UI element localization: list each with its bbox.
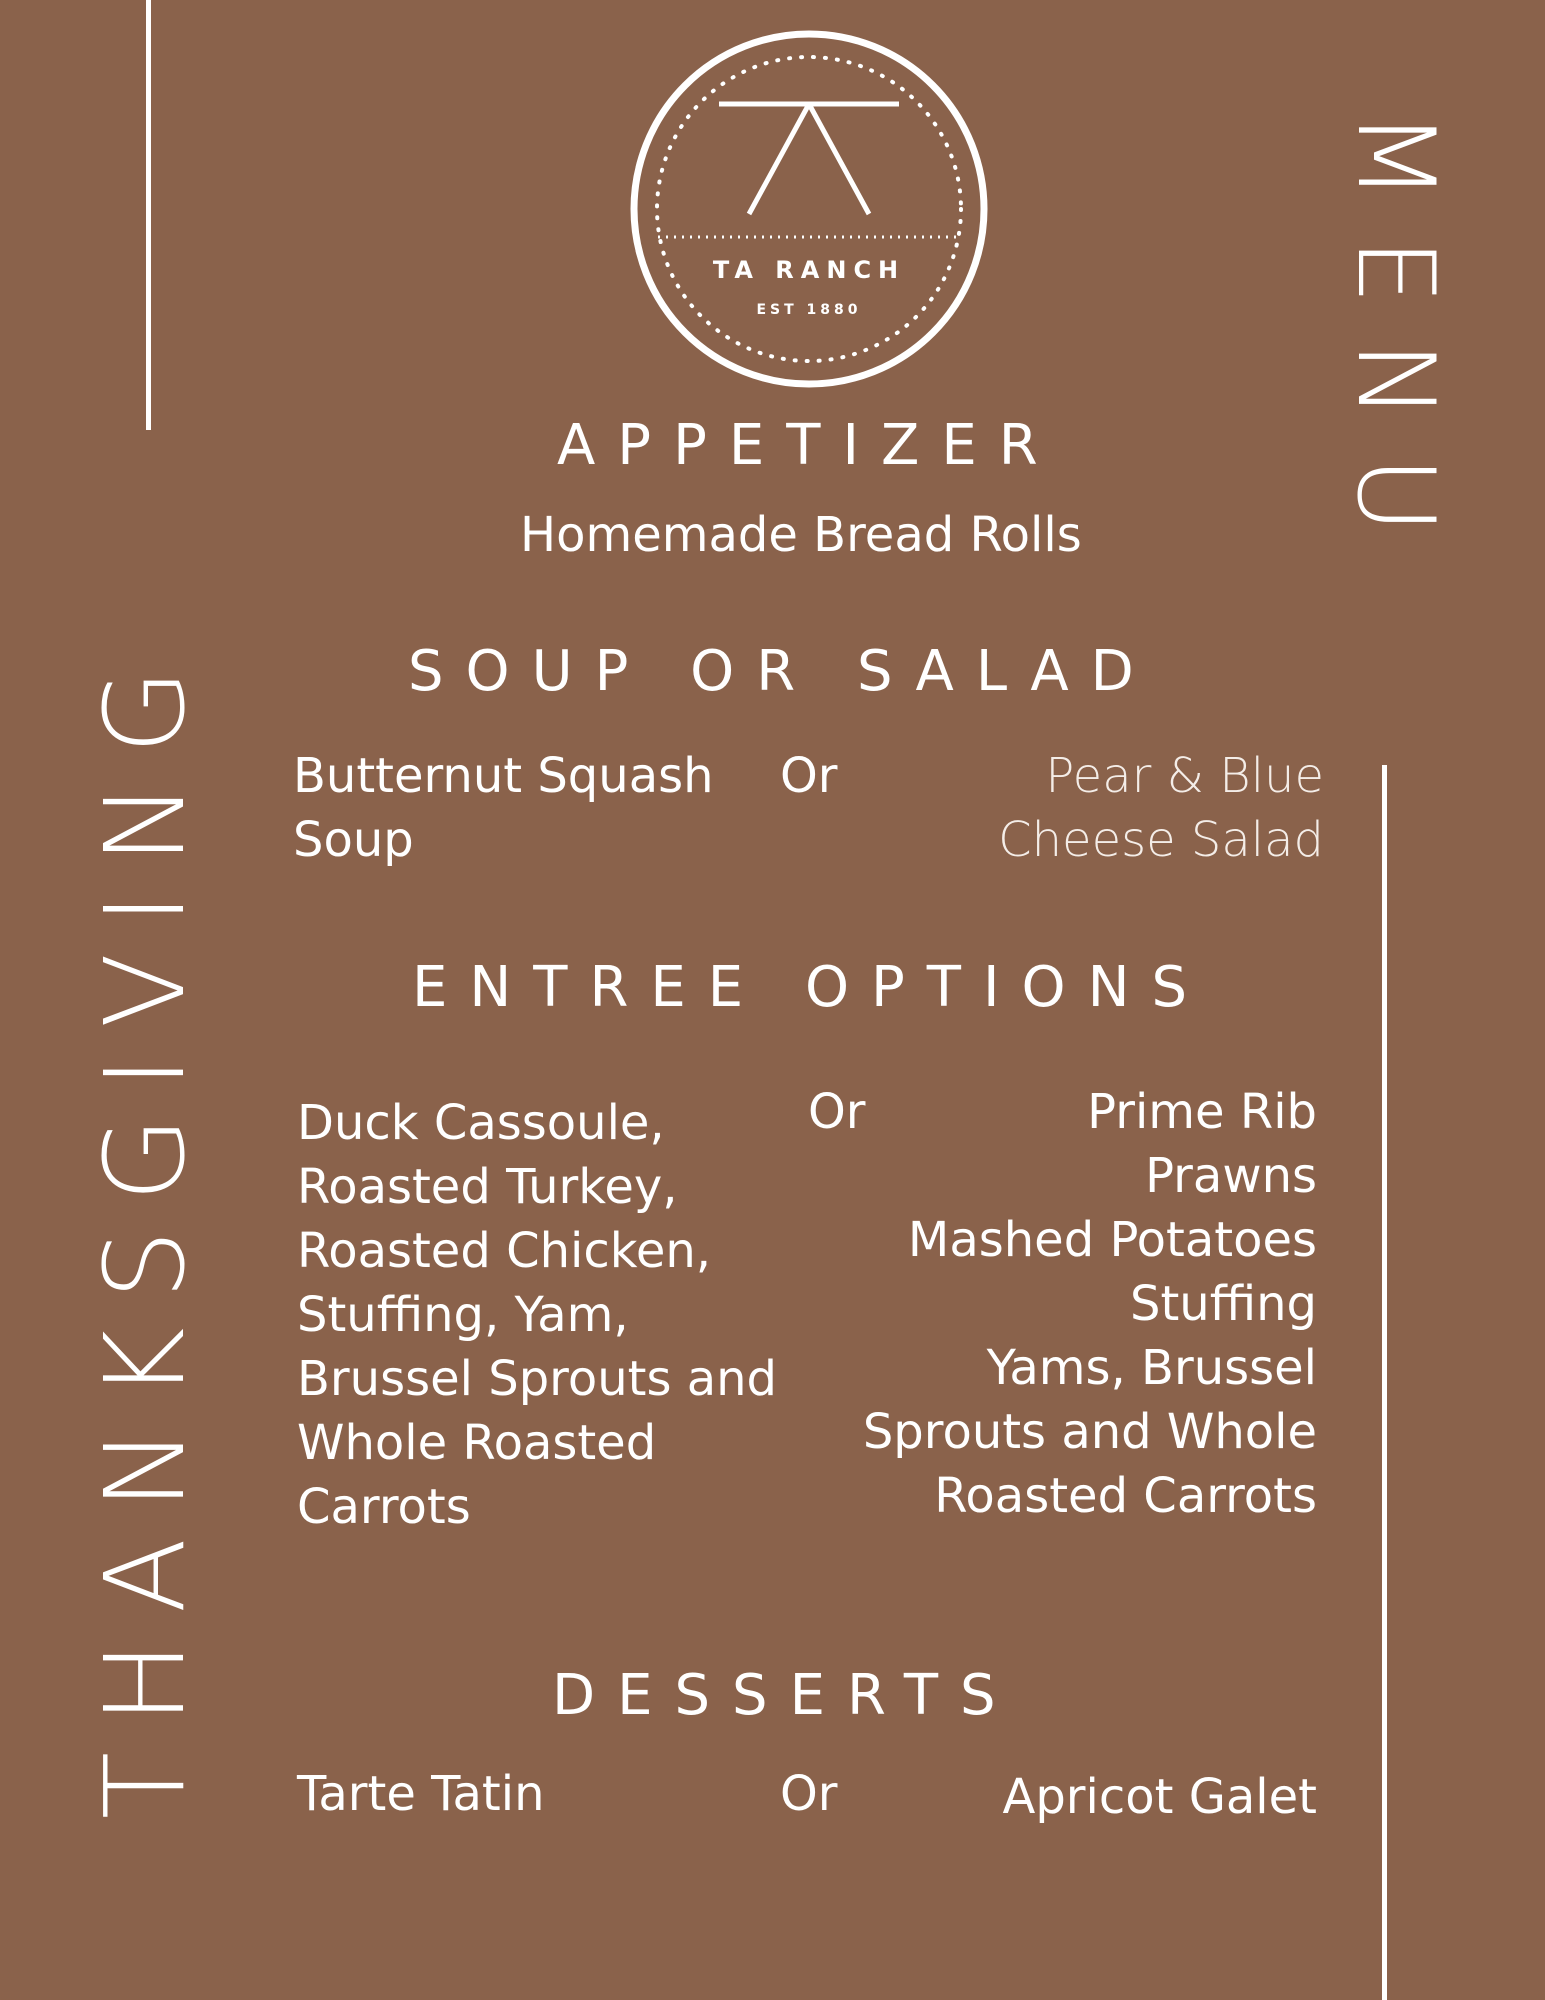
soup-option: Butternut Squash Soup: [293, 748, 714, 868]
entree-left-line: Duck Cassoule,: [297, 1095, 665, 1151]
salad-option: Pear & Blue Cheese Salad: [998, 748, 1324, 868]
ta-ranch-logo: [628, 28, 990, 390]
entree-options-heading: ENTREE OPTIONS: [412, 955, 1210, 1020]
entree-right-line: Roasted Carrots: [934, 1468, 1317, 1524]
entree-left-line: Brussel Sprouts and: [297, 1351, 778, 1407]
entree-right-line: Prawns: [1145, 1148, 1317, 1204]
logo-name: TA RANCH: [712, 256, 906, 284]
entree-left-line: Stuffing, Yam,: [297, 1287, 629, 1343]
soup-or-salad-heading: SOUP OR SALAD: [408, 639, 1156, 704]
soup-or-label: Or: [780, 748, 838, 804]
logo-established: EST 1880: [756, 302, 862, 318]
right-divider-line: [1382, 765, 1387, 2000]
entree-option-right: [830, 1080, 1317, 1528]
entree-right-line: Sprouts and Whole: [862, 1404, 1317, 1460]
appetizer-item: Homemade Bread Rolls: [520, 507, 1082, 563]
entree-left-line: Whole Roasted: [297, 1415, 657, 1471]
entree-left-line: Roasted Chicken,: [297, 1223, 712, 1279]
dessert-option-right: Apricot Galet: [1002, 1769, 1317, 1825]
entree-or-label: Or: [808, 1084, 866, 1140]
entree-left-line: Carrots: [297, 1479, 471, 1535]
desserts-heading: DESSERTS: [552, 1663, 1018, 1728]
table-brand-mark-icon: [628, 28, 990, 390]
entree-option-left: [297, 1091, 817, 1539]
entree-right-line: Yams, Brussel: [986, 1340, 1317, 1396]
dessert-or-label: Or: [780, 1766, 838, 1822]
entree-right-line: Mashed Potatoes: [907, 1212, 1317, 1268]
menu-side-title: MENU: [1334, 110, 1457, 570]
entree-right-line: Prime Rib: [1087, 1084, 1317, 1140]
dessert-option-left: Tarte Tatin: [297, 1766, 545, 1822]
entree-right-line: Stuffing: [1129, 1276, 1317, 1332]
thanksgiving-side-title: THANKSGIVING: [81, 640, 209, 1820]
left-divider-line: [146, 0, 151, 430]
entree-left-line: Roasted Turkey,: [297, 1159, 678, 1215]
appetizer-heading: APPETIZER: [557, 413, 1060, 478]
